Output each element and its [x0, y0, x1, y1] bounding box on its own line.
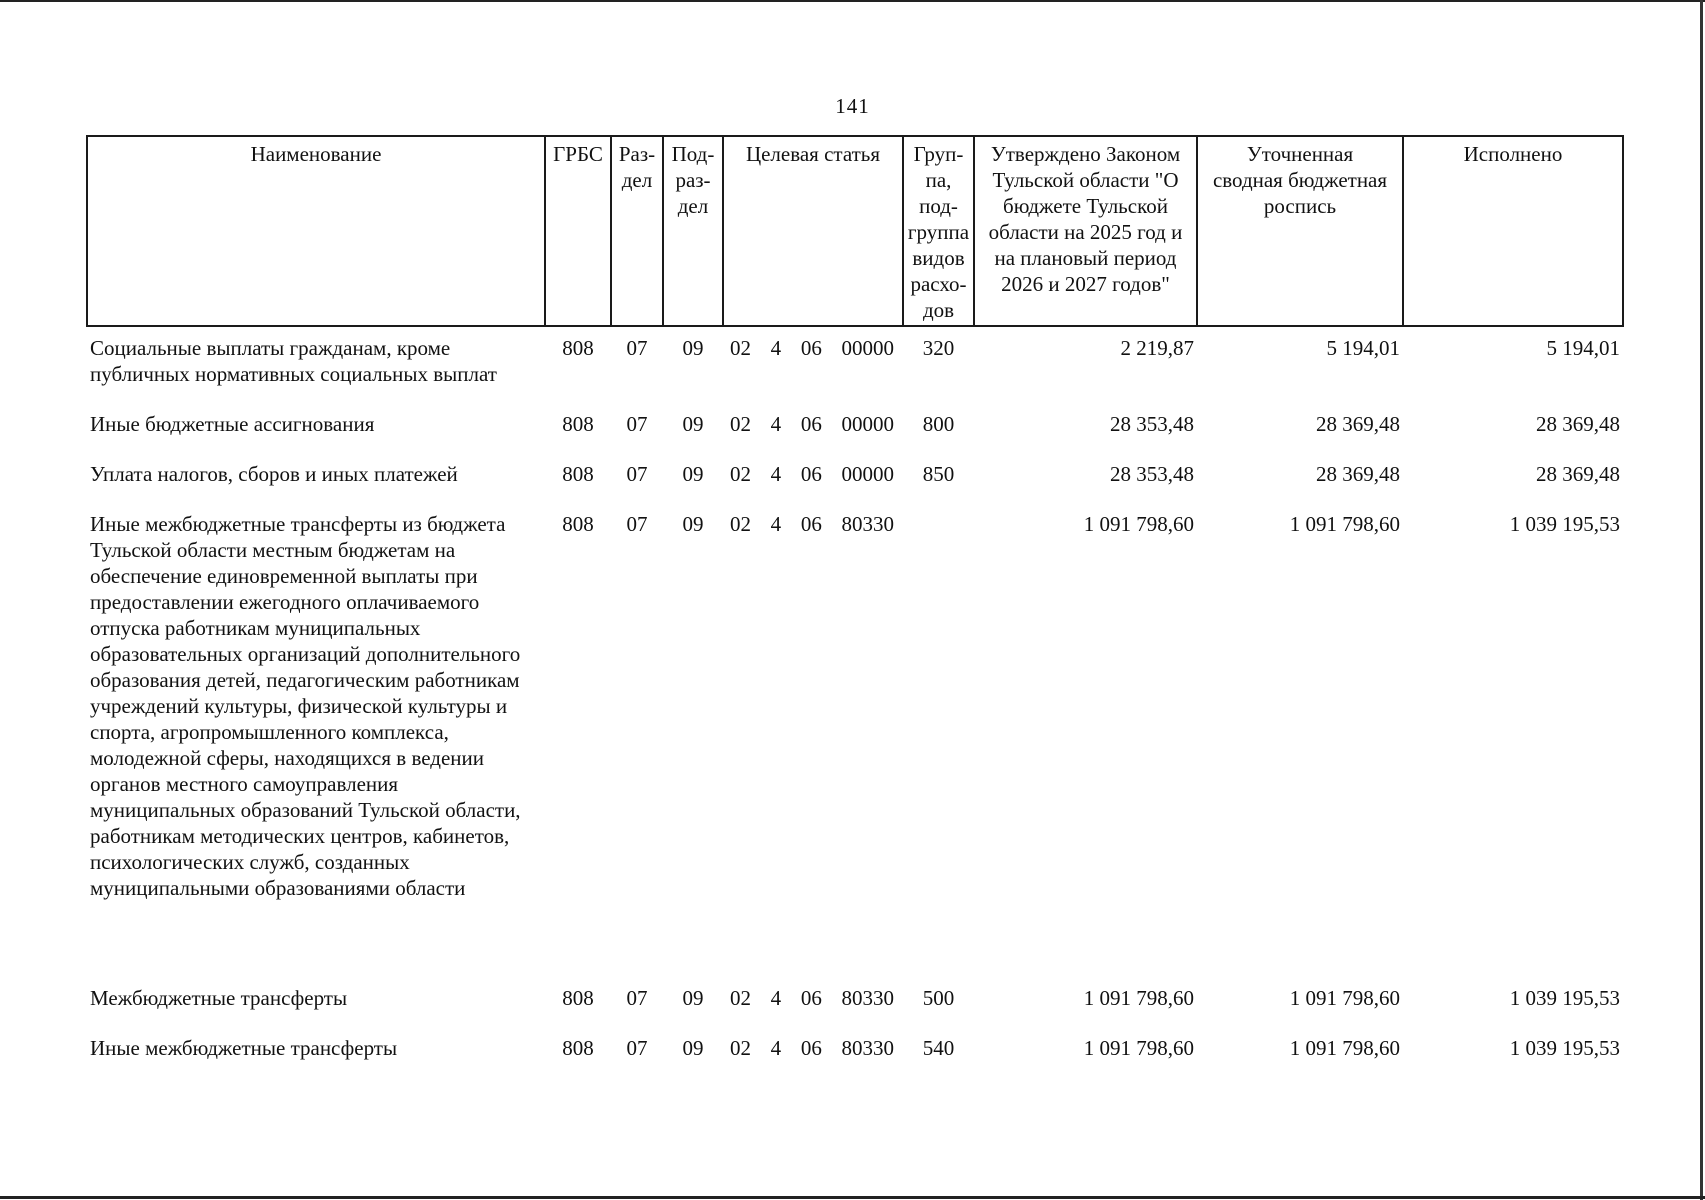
- row-utverzhdeno: 28 353,48: [1110, 412, 1194, 436]
- row-utochnennaya: 28 369,48: [1316, 412, 1400, 436]
- header-row: [87, 136, 1623, 326]
- row-podrazdel: 09: [682, 412, 704, 436]
- page-number: 141: [835, 94, 870, 118]
- row-gruppa: 540: [922, 1036, 955, 1060]
- cs-type: 4: [770, 512, 782, 536]
- row-grbs: 808: [562, 1036, 594, 1060]
- row-ispolneno: 5 194,01: [1546, 336, 1620, 360]
- cs-direction: 00000: [841, 462, 894, 486]
- cs-direction: 80330: [841, 1036, 894, 1060]
- row-razdel: 07: [626, 462, 648, 486]
- row-gruppa: 320: [922, 336, 955, 360]
- table-row: [87, 505, 1623, 979]
- cs-direction: 80330: [841, 512, 894, 536]
- header-gruppa: Груп- па, под- группа видов расхо- дов: [903, 136, 974, 326]
- row-razdel: 07: [626, 986, 648, 1010]
- row-utochnennaya: 5 194,01: [1326, 336, 1400, 360]
- page-top-edge: [0, 0, 1705, 2]
- cs-subprogram: 06: [800, 1036, 822, 1060]
- row-ispolneno: 28 369,48: [1536, 412, 1620, 436]
- row-razdel: 07: [626, 1036, 648, 1060]
- cs-type: 4: [770, 1036, 782, 1060]
- row-celevaya-statya: [723, 326, 903, 405]
- row-name: Иные межбюджетные трансферты из бюджета Тульской области местным бюджетам на обеспечение единовременной выплаты при предоставлении ежегодного оплачиваемого отпуска работникам муниципальных образовательных организаций дополнительного образования детей, педагогическим работникам учреждений культуры, физической культуры и спорта, агропромышленного комплекса, молодежной сферы, находящихся в ведении органов местного самоуправления муниципальных образований Тульской области, работникам методических центров, кабинетов, психологических служб, созданных муниципальными образованиями области: [90, 512, 521, 900]
- row-utochnennaya: 1 091 798,60: [1289, 1036, 1400, 1060]
- row-podrazdel: 09: [682, 512, 704, 536]
- row-gruppa: 800: [922, 412, 955, 436]
- row-celevaya-statya: [723, 455, 903, 505]
- cs-program: 02: [730, 412, 751, 436]
- cs-subprogram: 06: [800, 512, 822, 536]
- row-grbs: 808: [562, 512, 594, 536]
- row-name: Иные бюджетные ассигнования: [90, 412, 375, 436]
- row-utverzhdeno: 1 091 798,60: [1083, 512, 1194, 536]
- cs-direction: 80330: [841, 986, 894, 1010]
- header-razdel: Раз- дел: [611, 136, 663, 326]
- cs-subprogram: 06: [800, 462, 822, 486]
- table-body: [87, 326, 1623, 1079]
- cs-direction: 00000: [841, 336, 894, 360]
- cs-type: 4: [770, 336, 782, 360]
- cs-program: 02: [730, 1036, 751, 1060]
- row-celevaya-statya: [723, 979, 903, 1029]
- cs-program: 02: [730, 336, 751, 360]
- header-grbs: ГРБС: [545, 136, 611, 326]
- cs-program: 02: [730, 512, 751, 536]
- row-gruppa: 500: [922, 986, 955, 1010]
- page-right-edge: [1700, 0, 1703, 1200]
- row-ispolneno: 1 039 195,53: [1509, 512, 1620, 536]
- row-celevaya-statya: [723, 1029, 903, 1079]
- row-utochnennaya: 1 091 798,60: [1289, 986, 1400, 1010]
- row-grbs: 808: [562, 986, 594, 1010]
- row-name: Социальные выплаты гражданам, кроме публичных нормативных социальных выплат: [90, 336, 497, 386]
- table-row: [87, 1029, 1623, 1079]
- row-gruppa: [903, 505, 974, 979]
- cs-program: 02: [730, 986, 751, 1010]
- cs-type: 4: [770, 462, 782, 486]
- row-utverzhdeno: 1 091 798,60: [1083, 1036, 1194, 1060]
- cs-subprogram: 06: [800, 986, 822, 1010]
- row-utochnennaya: 1 091 798,60: [1289, 512, 1400, 536]
- row-podrazdel: 09: [682, 1036, 704, 1060]
- row-name: Иные межбюджетные трансферты: [90, 1036, 398, 1060]
- row-podrazdel: 09: [682, 462, 704, 486]
- header-utochnennaya: Уточненная сводная бюджетная роспись: [1197, 136, 1403, 326]
- table-row: [87, 455, 1623, 505]
- cs-subprogram: 06: [800, 412, 822, 436]
- row-razdel: 07: [626, 512, 648, 536]
- row-utverzhdeno: 2 219,87: [1120, 336, 1194, 360]
- row-podrazdel: 09: [682, 336, 704, 360]
- row-name: Межбюджетные трансферты: [90, 986, 348, 1010]
- cs-program: 02: [730, 462, 751, 486]
- row-celevaya-statya: [723, 505, 903, 979]
- row-razdel: 07: [626, 336, 648, 360]
- row-utochnennaya: 28 369,48: [1316, 462, 1400, 486]
- budget-table: [86, 135, 1624, 1079]
- page-bottom-edge: [0, 1196, 1705, 1199]
- table-row: [87, 405, 1623, 455]
- row-ispolneno: 1 039 195,53: [1509, 1036, 1620, 1060]
- row-podrazdel: 09: [682, 986, 704, 1010]
- row-celevaya-statya: [723, 405, 903, 455]
- row-razdel: 07: [626, 412, 648, 436]
- cs-type: 4: [770, 412, 782, 436]
- row-utverzhdeno: 28 353,48: [1110, 462, 1194, 486]
- cs-direction: 00000: [841, 412, 894, 436]
- table-row: [87, 979, 1623, 1029]
- cs-type: 4: [770, 986, 782, 1010]
- header-podrazdel: Под- раз- дел: [663, 136, 723, 326]
- row-grbs: 808: [562, 336, 594, 360]
- row-grbs: 808: [562, 412, 594, 436]
- row-utverzhdeno: 1 091 798,60: [1083, 986, 1194, 1010]
- row-name: Уплата налогов, сборов и иных платежей: [90, 462, 458, 486]
- header-celevaya-statya: Целевая статья: [723, 136, 903, 326]
- row-ispolneno: 28 369,48: [1536, 462, 1620, 486]
- header-utverzhdeno: Утверждено Законом Тульской области "О бюджете Тульской области на 2025 год и на плановый период 2026 и 2027 годов": [974, 136, 1197, 326]
- header-name: Наименование: [87, 136, 545, 326]
- table-row: [87, 326, 1623, 405]
- cs-subprogram: 06: [800, 336, 822, 360]
- header-ispolneno: Исполнено: [1403, 136, 1623, 326]
- row-grbs: 808: [562, 462, 594, 486]
- row-ispolneno: 1 039 195,53: [1509, 986, 1620, 1010]
- table-header: [87, 136, 1623, 326]
- row-gruppa: 850: [922, 462, 955, 486]
